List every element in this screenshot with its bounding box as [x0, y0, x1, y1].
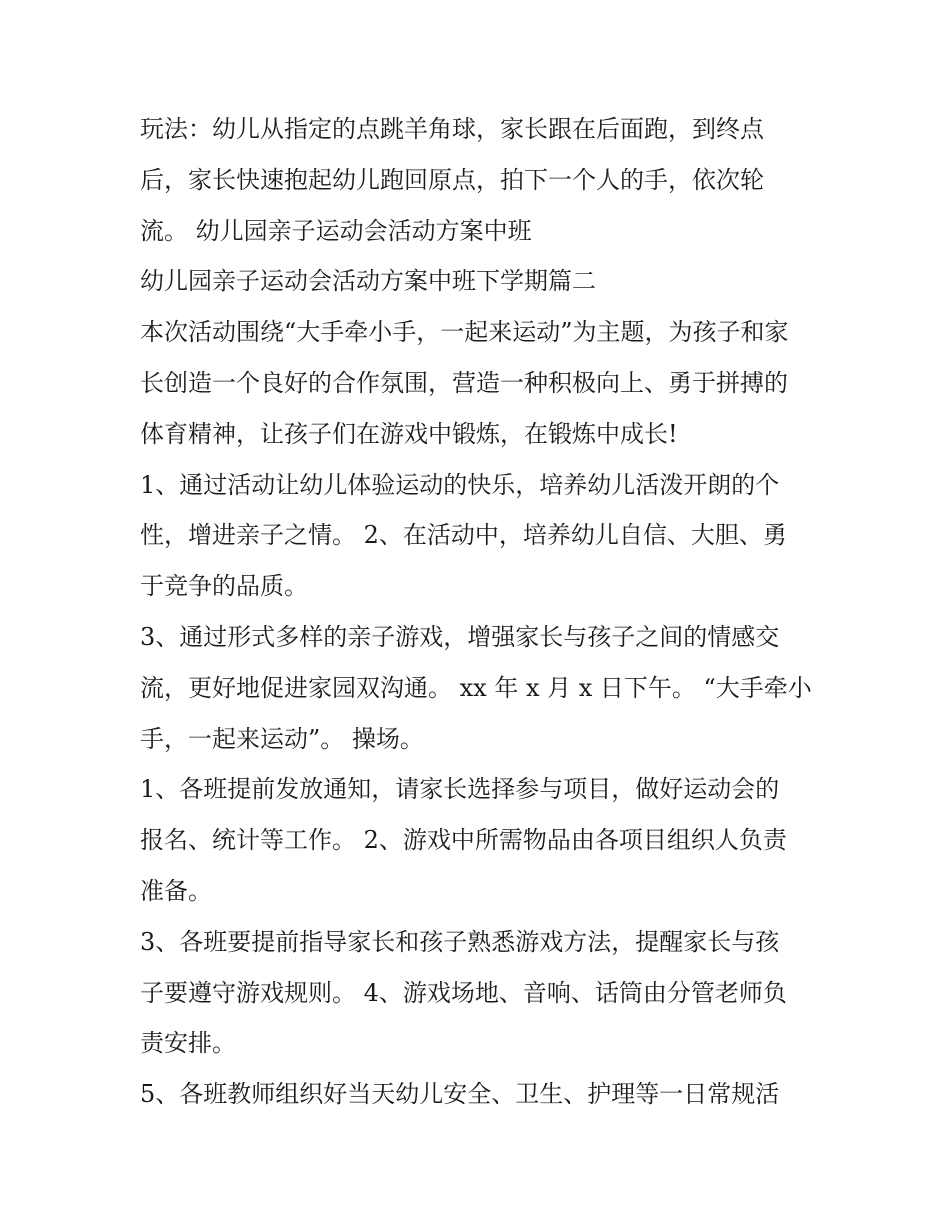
- text-line: 1、各班提前发放通知，请家长选择参与项目，做好运动会的: [140, 775, 780, 804]
- text-line: 责安排。: [140, 1029, 236, 1058]
- text-line: 流。 幼儿园亲子运动会活动方案中班: [140, 216, 532, 245]
- text-line: 准备。: [140, 876, 212, 905]
- section-heading: 幼儿园亲子运动会活动方案中班下学期篇二: [140, 267, 596, 296]
- text-line: 体育精神，让孩子们在游戏中锻炼，在锻炼中成长!: [140, 419, 678, 448]
- text-line: 5、各班教师组织好当天幼儿安全、卫生、护理等一日常规活: [140, 1080, 780, 1109]
- text-line: 于竞争的品质。: [140, 572, 308, 601]
- text-line: 报名、统计等工作。 2、游戏中所需物品由各项目组织人负责: [140, 826, 787, 855]
- text-line: 玩法：幼儿从指定的点跳羊角球，家长跟在后面跑，到终点: [140, 115, 764, 143]
- text-line: 后，家长快速抱起幼儿跑回原点，拍下一个人的手，依次轮: [140, 165, 764, 194]
- document-body: [140, 104, 820, 1120]
- text-line: 3、通过形式多样的亲子游戏，增强家长与孩子之间的情感交: [140, 622, 780, 651]
- text-line: 1、通过活动让幼儿体验运动的快乐，培养幼儿活泼开朗的个: [140, 470, 780, 499]
- text-line: 手，一起来运动”。 操场。: [140, 724, 424, 753]
- text-line: 本次活动围绕“大手牵小手，一起来运动”为主题，为孩子和家: [140, 318, 789, 347]
- text-line: 流，更好地促进家园双沟通。 xx 年 x 月 x 日下午。 “大手牵小: [140, 673, 812, 702]
- text-line: 子要遵守游戏规则。 4、游戏场地、音响、话筒由分管老师负: [140, 978, 787, 1007]
- text-line: 3、各班要提前指导家长和孩子熟悉游戏方法，提醒家长与孩: [140, 927, 780, 956]
- text-line: 性，增进亲子之情。 2、在活动中，培养幼儿自信、大胆、勇: [140, 521, 787, 550]
- text-line: 长创造一个良好的合作氛围，营造一种积极向上、勇于拼搏的: [140, 368, 788, 397]
